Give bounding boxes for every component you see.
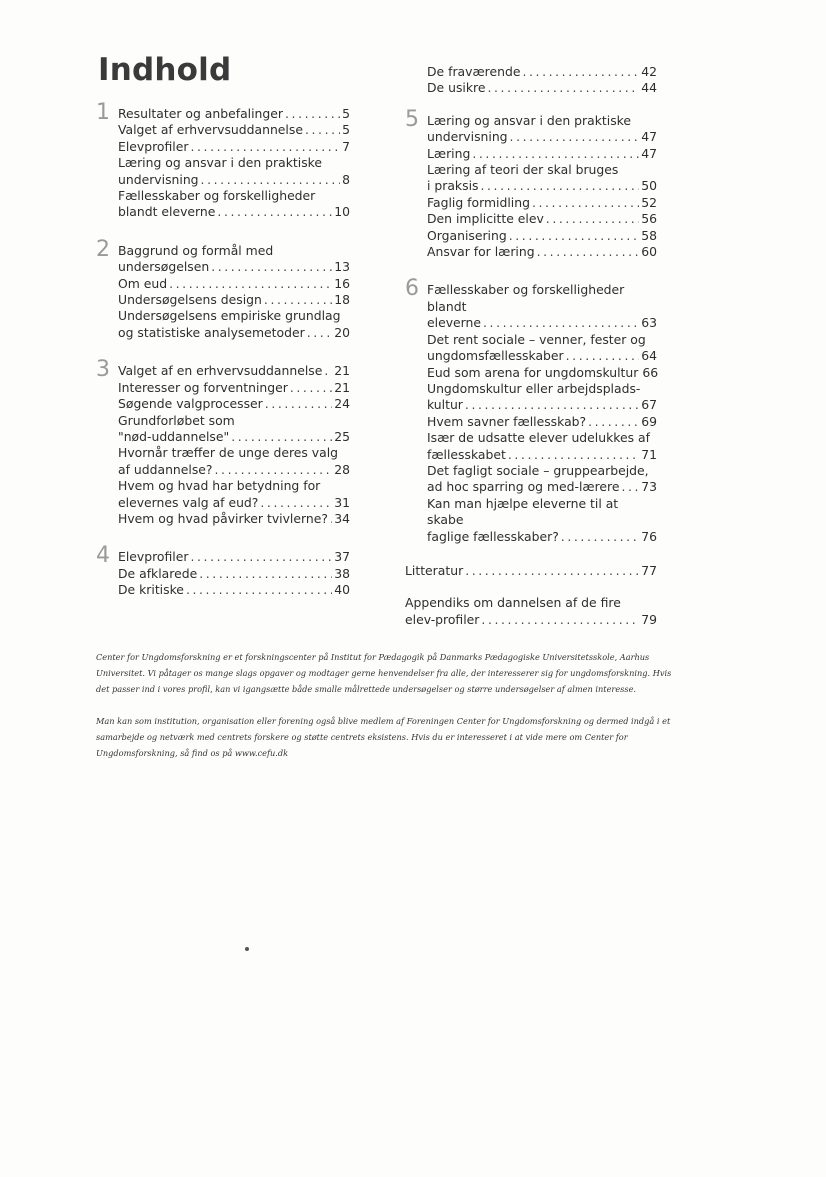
toc-section — [96, 236, 350, 341]
dot-leader — [190, 549, 332, 565]
toc-entry — [118, 139, 350, 155]
toc-entry-title: De afklarede — [118, 565, 198, 581]
toc-entry-title: i praksis — [427, 178, 479, 194]
toc-section — [96, 100, 350, 221]
toc-page-number: 42 — [641, 64, 657, 79]
toc-entry-title: Eud som arena for ungdomskultur — [427, 364, 639, 380]
toc-entry-title: undervisning — [118, 171, 199, 187]
toc-page-number: 44 — [641, 80, 657, 96]
toc-page-number: 38 — [334, 565, 350, 581]
toc-section — [405, 276, 659, 545]
toc-entry-line: Hvornår træffer de unge deres valg — [118, 445, 339, 461]
section-number: 4 — [96, 543, 110, 569]
toc-page-number: 5 — [342, 122, 350, 138]
page-title: Indhold — [98, 52, 232, 88]
dot-leader — [264, 292, 332, 308]
toc-entry — [427, 64, 657, 80]
dot-leader — [532, 195, 639, 211]
dot-leader — [330, 511, 332, 527]
toc-entry — [118, 363, 350, 379]
toc-entry-title: Søgende valgprocesser — [118, 396, 263, 412]
dot-leader — [305, 122, 340, 138]
dot-leader — [621, 479, 639, 495]
dot-leader — [231, 429, 332, 445]
toc-entry-title: elev-profiler — [405, 611, 480, 627]
toc-page-number: 24 — [334, 396, 350, 412]
dot-leader — [510, 129, 640, 145]
toc-page-number: 77 — [641, 562, 657, 578]
toc-page-number: 25 — [334, 428, 350, 444]
dot-leader — [480, 178, 639, 194]
toc-entry-title: blandt eleverne — [118, 204, 216, 220]
toc-entry-line: Hvem og hvad har betydning for — [118, 478, 321, 494]
toc-entry-title: Om eud — [118, 275, 168, 291]
toc-page-number: 7 — [342, 138, 350, 154]
dot-leader — [260, 495, 332, 511]
toc-entry — [118, 445, 350, 478]
toc-entry-title: Interesser og forventninger — [118, 379, 288, 395]
toc-page-number: 47 — [641, 145, 657, 161]
toc-page-number: 64 — [641, 348, 657, 364]
toc-entry-title: Læring — [427, 145, 471, 161]
toc-entry-title: Undersøgelsens design — [118, 292, 262, 308]
toc-back-matter — [405, 563, 657, 628]
toc-page-number: 16 — [334, 275, 350, 291]
dot-leader — [190, 139, 340, 155]
dot-leader — [588, 414, 639, 430]
toc-entry-title: Ansvar for læring — [427, 244, 535, 260]
toc-entry — [118, 396, 350, 412]
toc-entry-title: Valget af erhvervsuddannelse — [118, 122, 303, 138]
toc-page-number: 58 — [641, 227, 657, 243]
toc-entry — [427, 496, 657, 545]
toc-entry-title: undervisning — [427, 129, 508, 145]
dot-leader — [546, 211, 639, 227]
toc-entry-line: Læring og ansvar i den praktiske — [427, 112, 632, 128]
toc-entry — [118, 478, 350, 511]
toc-entry — [118, 380, 350, 396]
toc-entry — [118, 243, 350, 276]
toc-entry-line: Grundforløbet som — [118, 412, 235, 428]
dot-leader — [201, 172, 341, 188]
toc-entry-title: Resultater og anbefalinger — [118, 106, 283, 121]
toc-entry-title: Faglig formidling — [427, 194, 530, 210]
toc-entry-title: Hvem og hvad påvirker tvivlerne? — [118, 510, 328, 526]
toc-page-number: 13 — [334, 259, 350, 275]
toc-entry — [427, 381, 657, 414]
section-number: 1 — [96, 100, 110, 125]
toc-entry — [118, 122, 350, 138]
toc-entry-line: Undersøgelsens empiriske grundlag — [118, 308, 341, 324]
toc-entry — [427, 195, 657, 211]
toc-entry — [427, 282, 657, 331]
toc-entry — [427, 414, 657, 430]
toc-page-number: 71 — [641, 446, 657, 462]
toc-entry — [427, 211, 657, 227]
toc-entry — [118, 582, 350, 598]
toc-entry-title: og statistiske analysemetoder — [118, 324, 305, 340]
dot-leader — [487, 80, 639, 96]
toc-entry — [118, 106, 350, 122]
dot-leader — [566, 348, 640, 364]
toc-page-number: 63 — [641, 315, 657, 331]
toc-page-number: 21 — [334, 379, 350, 395]
dot-leader — [215, 462, 333, 478]
toc-entry-title: eleverne — [427, 315, 481, 331]
toc-entry-title: Den implicitte elev — [427, 211, 544, 227]
toc-entry-line: Det fagligt sociale – gruppearbejde, — [427, 462, 649, 478]
toc-page-number: 56 — [641, 211, 657, 227]
toc-entry-title: De fraværende — [427, 64, 521, 79]
toc-entry — [118, 566, 350, 582]
toc-entry — [427, 463, 657, 496]
toc-page-number: 5 — [342, 106, 350, 121]
dot-leader — [290, 380, 332, 396]
toc-entry-line: Det rent sociale – venner, fester og — [427, 331, 646, 347]
membership-note: Man kan som institution, organisation eller forening også blive medlem af Foreningen Center for Ungdomsforskning og dermed indgå i et samarbejde og netværk med centrets forskere og støtte centrets eksistens. Hvis du er interesseret i at vide mere om Center for Ungdomsforskning, så find os på www.cefu.dk — [96, 716, 671, 759]
toc-page-number: 34 — [334, 510, 350, 526]
section-number: 2 — [96, 236, 110, 262]
toc-entry — [118, 276, 350, 292]
toc-page-number: 40 — [334, 582, 350, 598]
toc-entry-title: ungdomsfællesskaber — [427, 348, 564, 364]
toc-entry — [427, 430, 657, 463]
toc-page-number: 31 — [334, 494, 350, 510]
dot-leader — [217, 204, 332, 220]
toc-entry — [427, 113, 657, 146]
toc-entry-line: Ungdomskultur eller arbejdsplads- — [427, 380, 641, 396]
toc-entry-line: Især de udsatte elever udelukkes af — [427, 430, 650, 446]
toc-page-number: 47 — [641, 129, 657, 145]
toc-entry — [405, 563, 657, 579]
dot-leader — [465, 563, 639, 579]
toc-entry — [427, 332, 657, 365]
toc-entry — [427, 228, 657, 244]
dot-leader — [169, 276, 332, 292]
toc-page-number: 60 — [641, 244, 657, 260]
toc-entry-title: faglige fællesskaber? — [427, 528, 559, 544]
toc-page-number: 50 — [641, 178, 657, 194]
toc-entry-title: undersøgelsen — [118, 259, 210, 275]
toc-entry — [427, 146, 657, 162]
toc-entry — [427, 80, 657, 96]
toc-entry-title: De usikre — [427, 80, 486, 96]
toc-page-number: 69 — [641, 413, 657, 429]
dot-leader — [186, 582, 332, 598]
dot-leader — [483, 315, 639, 331]
toc-entry — [427, 244, 657, 260]
toc-entry-title: af uddannelse? — [118, 461, 213, 477]
toc-page-number: 76 — [641, 528, 657, 544]
toc-entry-title: Hvem savner fællesskab? — [427, 413, 587, 429]
toc-entry — [118, 188, 350, 221]
scan-speck — [245, 947, 249, 951]
dot-leader — [481, 612, 639, 628]
toc-page-number: 18 — [334, 292, 350, 308]
toc-entry-title: fællesskabet — [427, 446, 506, 462]
dot-leader — [199, 566, 332, 582]
dot-leader — [285, 106, 340, 122]
dot-leader — [265, 396, 332, 412]
section-number: 6 — [405, 276, 419, 302]
toc-entry-title: "nød-uddannelse" — [118, 428, 230, 444]
section-number: 3 — [96, 357, 110, 383]
toc-entry-line: Læring og ansvar i den praktiske — [118, 155, 323, 171]
dot-leader — [465, 397, 639, 413]
toc-entry-title: Organisering — [427, 227, 507, 243]
toc-entry-line: Fællesskaber og forskelligheder — [118, 188, 316, 204]
toc-page-number: 52 — [641, 194, 657, 210]
dot-leader — [561, 529, 639, 545]
toc-entry-title: Litteratur — [405, 562, 464, 578]
toc-right-column — [405, 64, 657, 628]
toc-page-number: 8 — [342, 171, 350, 187]
toc-entry — [405, 595, 657, 628]
toc-entry — [118, 413, 350, 446]
toc-entry — [118, 292, 350, 308]
dot-leader — [211, 259, 332, 275]
toc-entry-title: kultur — [427, 397, 463, 413]
toc-page-number: 28 — [334, 461, 350, 477]
toc-section — [96, 357, 350, 527]
toc-page-number: 21 — [334, 363, 350, 379]
toc-page-number: 67 — [641, 397, 657, 413]
toc-entry-line: Appendiks om dannelsen af de fire — [405, 595, 621, 611]
section-number: 5 — [405, 106, 419, 132]
toc-entry-line: Kan man hjælpe eleverne til at skabe — [427, 495, 619, 528]
toc-entry-title: elevernes valg af eud? — [118, 494, 259, 510]
toc-entry-title: Valget af en erhvervsuddannelse — [118, 363, 323, 379]
toc-entry-line: Fællesskaber og forskelligheder blandt — [427, 282, 625, 314]
dot-leader — [522, 64, 639, 80]
toc-entry — [118, 308, 350, 341]
dot-leader — [537, 244, 640, 260]
dot-leader — [472, 146, 639, 162]
toc-entry-title: De kritiske — [118, 582, 184, 598]
toc-page-number: 79 — [641, 611, 657, 627]
toc-entry-title: Elevprofiler — [118, 138, 189, 154]
toc-entry — [118, 511, 350, 527]
toc-section — [405, 106, 657, 261]
toc-page-number: 20 — [334, 324, 350, 340]
toc-continued — [405, 64, 657, 97]
toc-entry — [118, 155, 350, 188]
dot-leader — [324, 363, 332, 379]
toc-left-column — [96, 100, 350, 599]
dot-leader — [508, 447, 639, 463]
toc-entry-line: Læring af teori der skal bruges — [427, 162, 619, 178]
toc-entry — [427, 365, 657, 381]
toc-page-number: 37 — [334, 549, 350, 565]
dot-leader — [307, 325, 333, 341]
toc-entry — [118, 549, 350, 565]
toc-entry-title: ad hoc sparring og med-lærere — [427, 479, 620, 495]
toc-page-number: 66 — [642, 364, 659, 380]
toc-entry-title: Elevprofiler — [118, 549, 189, 565]
toc-page-number: 73 — [641, 479, 657, 495]
toc-entry — [427, 162, 657, 195]
toc-entry-line: Baggrund og formål med — [118, 242, 274, 258]
dot-leader — [509, 228, 640, 244]
toc-page-number: 10 — [334, 204, 350, 220]
center-description-note: Center for Ungdomsforskning er et forskningscenter på Institut for Pædagogik på Danmarks Pædagogiske Universitetsskole, Aarhus Universitet. Vi påtager os mange slags opgaver og modtager gerne henvendelser fra alle, der interesserer sig for ungdomsforskning. Hvis det passer ind i vores profil, kan vi igangsætte både smalle målrettede undersøgelser og større undersøgelser af almen interesse. — [96, 652, 672, 695]
toc-section — [96, 543, 350, 598]
